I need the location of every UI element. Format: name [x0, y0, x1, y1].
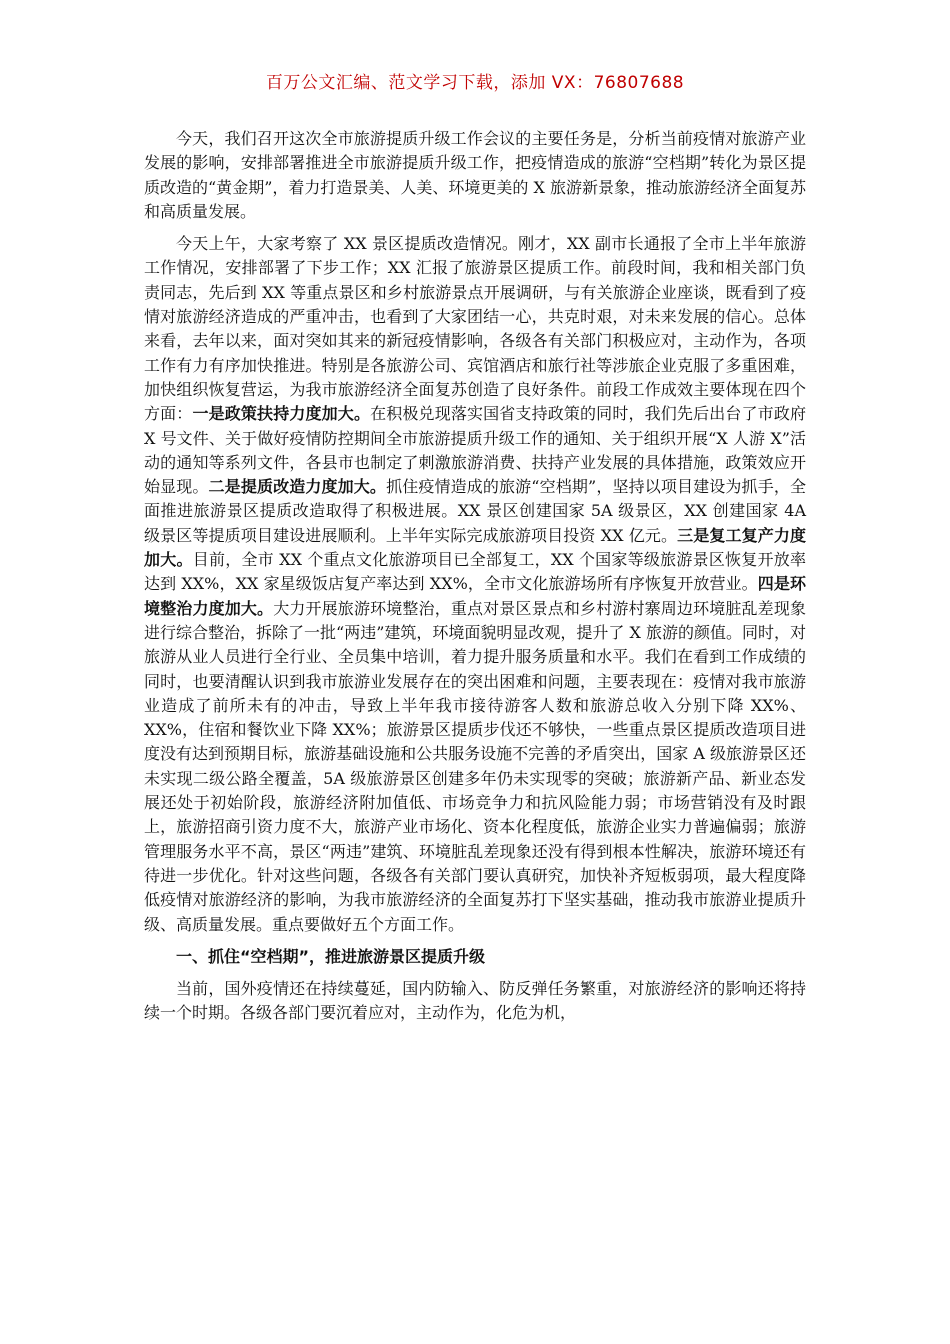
document-body — [144, 127, 806, 1026]
point-4-text: 大力开展旅游环境整治，重点对景区景点和乡村游村寨周边环境脏乱差现象进行综合整治，拆除了一批“两违”建筑，环境面貌明显改观，提升了 X 旅游的颜值。同时，对旅游从业人员进行全行业、全员集中培训，着力提升服务质量和水平。我们在看到工作成绩的同时，也要清醒认识到我市旅游业发展存在的突出困难和问题，主要表现在：疫情对我市旅游业造成了前所未有的冲击，导致上半年我市接待游客人数和旅游总收入分别下降 XX%、XX%，住宿和餐饮业下降 XX%；旅游景区提质步伐还不够快，一些重点景区提质改造项目进度没有达到预期目标，旅游基础设施和公共服务设施不完善的矛盾突出，国家 A 级旅游景区还未实现二级公路全覆盖，5A 级旅游景区创建多年仍未实现零的突破；旅游新产品、新业态发展还处于初始阶段，旅游经济附加值低、市场竞争力和抗风险能力弱；市场营销没有及时跟上，旅游招商引资力度不大，旅游产业市场化、资本化程度低，旅游企业实力普遍偏弱；旅游管理服务水平不高，景区“两违”建筑、环境脏乱差现象还没有得到根本性解决，旅游环境还有待进一步优化。针对这些问题，各级各有关部门要认真研究，加快补齐短板弱项，最大程度降低疫情对旅游经济的影响，为我市旅游经济的全面复苏打下坚实基础，推动我市旅游业提质升级、高质量发展。重点要做好五个方面工作。 — [144, 598, 806, 934]
paragraph-progress-summary — [144, 232, 806, 937]
point-1-text: 在积极兑现落实国省支持政策的同时，我们先后出台了市政府 X 号文件、关于做好疫情防控期间全市旅游提质升级工作的通知、关于组织开展“X 人游 X”活动的通知等系列文件，各县市也制定了刺激旅游消费、扶持产业发展的具体措施，政策效应开始显现。 — [144, 404, 806, 497]
point-3-heading: 三是复工复产力度加大。 — [144, 525, 806, 570]
paragraph-intro-text: 今天上午，大家考察了 XX 景区提质改造情况。刚才，XX 副市长通报了全市上半年旅游工作情况，安排部署了下步工作；XX 汇报了旅游景区提质工作。前段时间，我和相关部门负责同志，先后到 XX 等重点景区和乡村旅游景点开展调研，与有关旅游企业座谈，既看到了疫情对旅游经济造成的严重冲击，也看到了大家团结一心，共克时艰，对未来发展的信心。总体来看，去年以来，面对突如其来的新冠疫情影响，各级各有关部门积极应对，主动作为，各项工作有力有序加快推进。特别是各旅游公司、宾馆酒店和旅行社等涉旅企业克服了多重困难，加快组织恢复营运，为我市旅游经济全面复苏创造了良好条件。前段工作成效主要体现在四个方面： — [144, 234, 806, 424]
point-2-heading: 二是提质改造力度加大。 — [208, 477, 387, 497]
header-banner: 百万公文汇编、范文学习下载，添加 VX：76807688 — [265, 73, 685, 93]
point-4-heading: 四是环境整治力度加大。 — [144, 574, 806, 618]
paragraph-opening: 今天，我们召开这次全市旅游提质升级工作会议的主要任务是，分析当前疫情对旅游产业发展的影响，安排部署推进全市旅游提质升级工作，把疫情造成的旅游“空档期”转化为景区提质改造的“黄金期”，着力打造景美、人美、环境更美的 X 旅游新景象，推动旅游经济全面复苏和高质量发展。 — [144, 129, 806, 221]
point-3-text: 目前，全市 XX 个重点文化旅游项目已全部复工，XX 个国家等级旅游景区恢复开放率达到 XX%，XX 家星级饭店复产率达到 XX%，全市文化旅游场所有序恢复开放营业。 — [144, 550, 806, 594]
point-1-heading: 一是政策扶持力度加大。 — [192, 404, 371, 424]
point-2-text: 抓住疫情造成的旅游“空档期”，坚持以项目建设为抓手，全面推进旅游景区提质改造取得了积极进展。XX 景区创建国家 5A 级景区，XX 创建国家 4A 级景区等提质项目建设进展顺利。上半年实际完成旅游项目投资 XX 亿元。 — [144, 477, 806, 545]
paragraph-section-1: 当前，国外疫情还在持续蔓延，国内防输入、防反弹任务繁重，对旅游经济的影响还将持续一个时期。各级各部门要沉着应对，主动作为，化危为机， — [144, 979, 806, 1023]
section-1-heading: 一、抓住“空档期”，推进旅游景区提质升级 — [176, 946, 486, 966]
